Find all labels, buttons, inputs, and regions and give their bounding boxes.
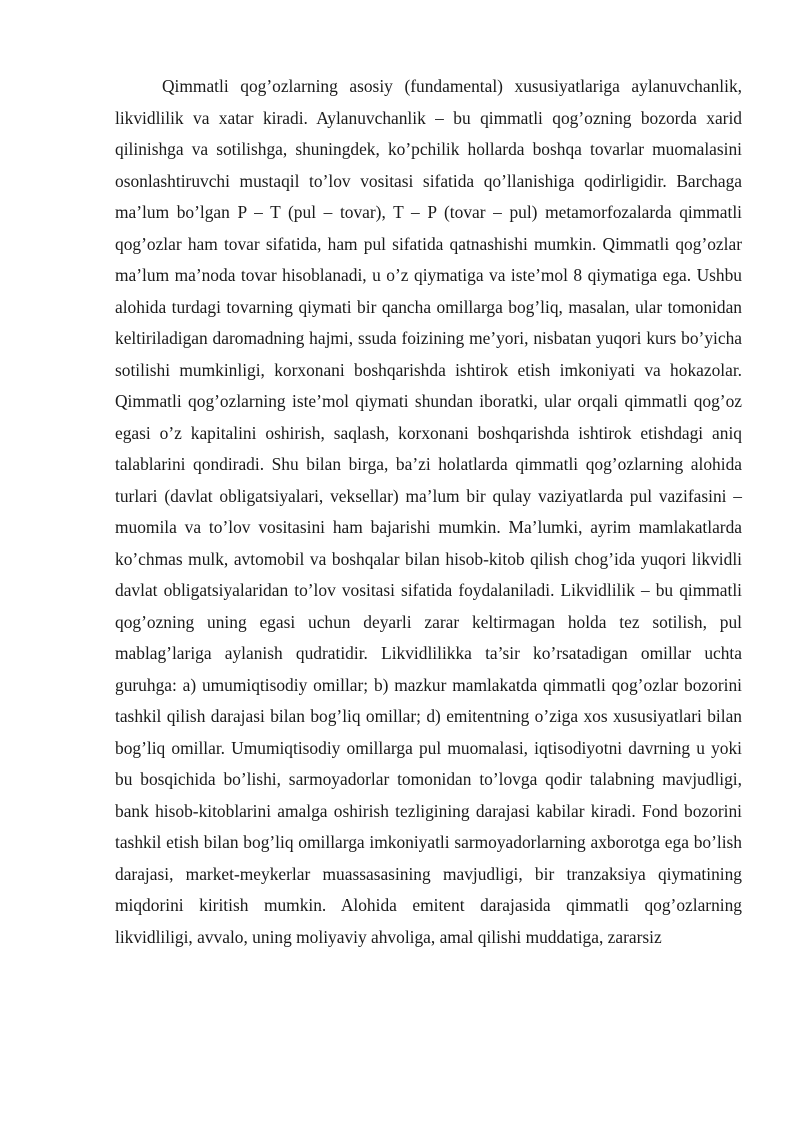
body-paragraph: Qimmatli qog’ozlarning asosiy (fundamental) xususiyatlariga aylanuvchanlik, likvidlilik va xatar kiradi. Aylanuvchanlik – bu qimmatli qog’ozning bozorda xarid qilinishga va sotilishga, shuningdek, ko’pchilik hollarda boshqa tovarlar muomalasini osonlashtiruvchi mustaqil to’lov vositasi sifatida qo’llanishiga qodirligidir. Barchaga ma’lum bo’lgan P – T (pul – tovar), T – P (tovar – pul) metamorfozalarda qimmatli qog’ozlar ham tovar sifatida, ham pul sifatida qatnashishi mumkin. Qimmatli qog’ozlar ma’lum ma’noda tovar hisoblanadi, u o’z qiymatiga va iste’mol 8 qiymatiga ega. Ushbu alohida turdagi tovarning qiymati bir qancha omillarga bog’liq, masalan, ular tomonidan keltiriladigan daromadning hajmi, ssuda foizining me’yori, nisbatan yuqori kurs bo’yicha sotilishi mumkinligi, korxonani boshqarishda ishtirok etish imkoniyati va hokazolar. Qimmatli qog’ozlarning iste’mol qiymati shundan iboratki, ular orqali qimmatli qog’oz egasi o’z kapitalini oshirish, saqlash, korxonani boshqarishda ishtirok etishdagi aniq talablarini qondiradi. Shu bilan birga, ba’zi holatlarda qimmatli qog’ozlarning alohida turlari (davlat obligatsiyalari, veksellar) ma’lum bir qulay vaziyatlarda pul vazifasini – muomila va to’lov vositasini ham bajarishi mumkin. Ma’lumki, ayrim mamlakatlarda ko’chmas mulk, avtomobil va boshqalar bilan hisob-kitob qilish chog’ida yuqori likvidli davlat obligatsiyalaridan to’lov vositasi sifatida foydalaniladi. Likvidlilik – bu qimmatli qog’ozning uning egasi uchun deyarli zarar keltirmagan holda tez sotilish, pul mablag’lariga aylanish qudratidir. Likvidlilikka ta’sir ko’rsatadigan omillar uchta guruhga: a) umumiqtisodiy omillar; b) mazkur mamlakatda qimmatli qog’ozlar bozorini tashkil qilish darajasi bilan bog’liq omillar; d) emitentning o’ziga xos xususiyatlari bilan bog’liq omillar. Umumiqtisodiy omillarga pul muomalasi, iqtisodiyotni davrning u yoki bu bosqichida bo’lishi, sarmoyadorlar tomonidan to’lovga qodir talabning mavjudligi, bank hisob-kitoblarini amalga oshirish tezligining darajasi kabilar kiradi. Fond bozorini tashkil etish bilan bog’liq omillarga imkoniyatli sarmoyadorlarning axborotga ega bo’lish darajasi, market-meykerlar muassasasining mavjudligi, bir tranzaksiya qiymatining miqdorini kiritish mumkin. Alohida emitent darajasida qimmatli qog’ozlarning likvidliligi, avvalo, uning moliyaviy ahvoliga, amal qilishi muddatiga, zararsiz — [115, 76, 742, 947]
